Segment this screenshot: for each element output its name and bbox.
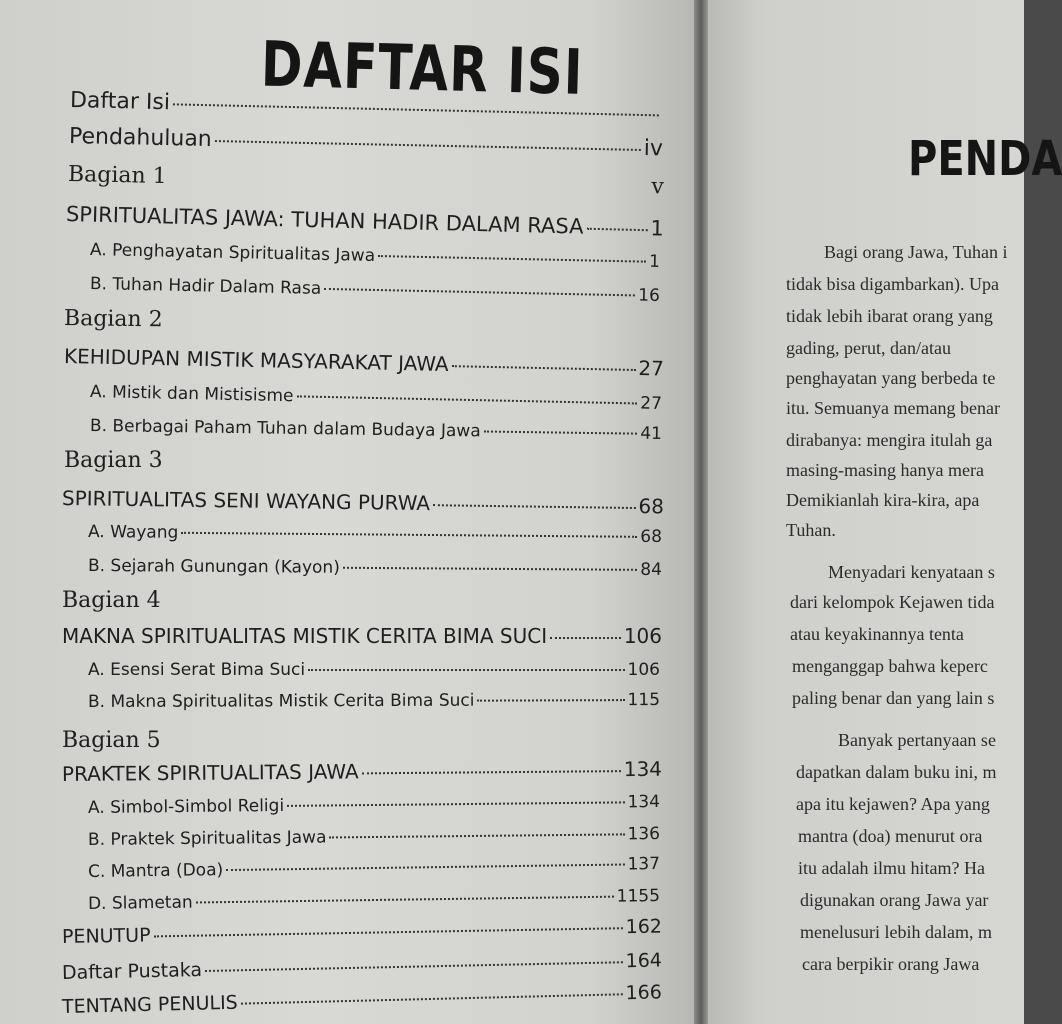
book-gutter [694,0,708,1024]
toc-label: PRAKTEK SPIRITUALITAS JAWA [61,759,359,786]
toc-page-number: 166 [625,981,663,1005]
body-line: Menyadari kenyataan s [828,562,995,582]
chapter-heading: PENDA [908,132,1062,188]
toc-label: Bagian 4 [62,588,161,613]
toc-label: B. Praktek Spiritualitas Jawa [87,827,327,850]
body-line: paling benar dan yang lain s [792,688,995,708]
leader-dots [308,669,624,671]
body-line: atau keyakinannya tenta [790,624,964,644]
toc-entry [90,416,662,444]
toc-page-number: 134 [623,756,663,782]
toc-entry [90,382,662,414]
body-line: menelusuri lebih dalam, m [800,922,992,942]
leader-dots [477,699,624,702]
leader-dots [196,896,614,904]
toc-label: Daftar Pustaka [61,959,203,984]
toc-page-number: 137 [627,854,661,875]
leader-dots [173,103,659,116]
leader-dots [362,770,621,774]
leader-dots [329,833,624,838]
toc-entry [90,274,660,306]
body-line: tidak bisa digambarkan). Upa [786,274,999,294]
toc-page-number: iv [643,136,664,162]
toc-page-number: 162 [625,915,663,939]
toc-entry [64,344,664,381]
toc-label: Pendahuluan [68,124,213,152]
toc-entry [88,556,662,580]
body-line: menganggap bahwa keperc [792,656,988,676]
leader-dots [205,961,623,972]
leader-dots [343,567,637,571]
toc-entry [66,202,664,241]
body-line: apa itu kejawen? Apa yang [796,794,990,814]
toc-entry [62,916,662,948]
toc-entry [88,886,660,914]
toc-entry [88,690,660,712]
intro-page [708,0,1062,1024]
toc-page-number: 136 [627,824,661,845]
body-line: dapatkan dalam buku ini, m [796,762,997,782]
leader-dots [287,801,624,807]
leader-dots [215,140,641,151]
toc-page-number: 164 [625,949,663,973]
toc-label: Bagian 3 [64,448,163,473]
toc-section-heading [64,306,364,335]
body-line: Bagi orang Jawa, Tuhan i [824,242,1008,262]
body-line: gading, perut, dan/atau [786,338,951,358]
toc-page-number: 27 [638,356,665,381]
leader-dots [484,430,638,434]
toc-entry [88,854,660,882]
toc-label: A. Mistik dan Mistisisme [89,382,294,407]
toc-label: B. Sejarah Gunungan (Kayon) [87,556,340,578]
body-line: penghayatan yang berbeda te [786,368,996,388]
toc-section-heading [64,448,364,473]
toc-label: Daftar Isi [69,88,171,116]
toc-page-number: 106 [627,660,660,680]
leader-dots [226,864,624,872]
toc-entry [62,757,662,786]
body-line: Demikianlah kira-kira, apa [786,490,980,510]
toc-label: A. Penghayatan Spiritualitas Jawa [89,240,376,266]
toc-section-heading [62,728,362,753]
body-line: digunakan orang Jawa yar [800,890,989,910]
toc-entry [88,660,660,680]
body-line: dirabanya: mengira itulah ga [786,430,993,450]
toc-label: MAKNA SPIRITUALITAS MISTIK CERITA BIMA SUCI [62,624,548,648]
body-line: itu adalah ilmu hitam? Ha [798,858,985,878]
toc-entry [62,486,664,518]
toc-label: Bagian 2 [63,306,163,333]
toc-label: SPIRITUALITAS SENI WAYANG PURWA [61,486,431,516]
toc-label: A. Wayang [87,522,179,543]
toc-entry [62,949,662,984]
body-line: cara berpikir orang Jawa [802,954,980,974]
toc-page-number: 1 [648,251,661,272]
toc-page-number: 115 [627,690,661,711]
toc-page-number: 1 [650,216,665,241]
body-line: itu. Semuanya memang benar [786,398,1000,418]
toc-label: B. Tuhan Hadir Dalam Rasa [89,274,322,299]
toc-entry [62,981,662,1018]
toc-label: B. Berbagai Paham Tuhan dalam Budaya Jawa [89,416,481,442]
toc-label: A. Simbol-Simbol Religi [87,795,285,818]
toc-entry [90,240,660,272]
leader-dots [378,255,646,263]
toc-entry [69,124,663,161]
body-line: Banyak pertanyaan se [838,730,996,750]
leader-dots [433,504,635,509]
toc-entry [68,162,664,199]
leader-dots [452,365,636,371]
toc-entry [62,624,662,648]
body-line: tidak lebih ibarat orang yang [786,306,993,326]
body-line: Tuhan. [786,520,836,540]
leader-dots [550,637,621,639]
body-line: mantra (doa) menurut ora [798,826,983,846]
toc-label: D. Slametan [87,892,193,914]
leader-dots [586,228,647,231]
toc-entry [88,824,660,850]
leader-dots [296,395,637,404]
toc-page-number: 68 [640,526,663,548]
leader-dots [181,532,637,538]
toc-label: Bagian 5 [62,728,161,753]
toc-page-number: 1155 [616,886,661,907]
toc-page-number: 84 [640,559,663,581]
toc-label: B. Makna Spiritualitas Mistik Cerita Bima Suci [87,690,475,712]
leader-dots [324,288,635,297]
toc-label: Bagian 1 [67,162,167,190]
toc-label: PENUTUP [61,924,151,948]
body-line: masing-masing hanya mera [786,460,984,480]
toc-label: C. Mantra (Doa) [87,860,224,882]
toc-page-number: v [651,174,665,200]
toc-label: A. Esensi Serat Bima Suci [88,660,306,680]
toc-page-number: 106 [623,624,662,648]
toc-label: SPIRITUALITAS JAWA: TUHAN HADIR DALAM RASA [65,202,584,239]
leader-dots [154,927,623,937]
body-line: dari kelompok Kejawen tida [790,592,995,612]
toc-section-heading [62,588,362,613]
toc-page-number: 16 [638,285,661,306]
toc-page-number: 134 [627,792,661,813]
toc-entry [88,522,662,547]
leader-dots [241,993,623,1004]
toc-page-number: 68 [638,494,665,519]
toc-label: TENTANG PENULIS [61,991,238,1018]
toc-page-number: 41 [640,423,663,444]
toc-label: KEHIDUPAN MISTIK MASYARAKAT JAWA [63,344,449,377]
toc-page-number: 27 [640,393,663,414]
toc-entry [88,792,660,818]
page-title: DAFTAR ISI [260,28,585,109]
